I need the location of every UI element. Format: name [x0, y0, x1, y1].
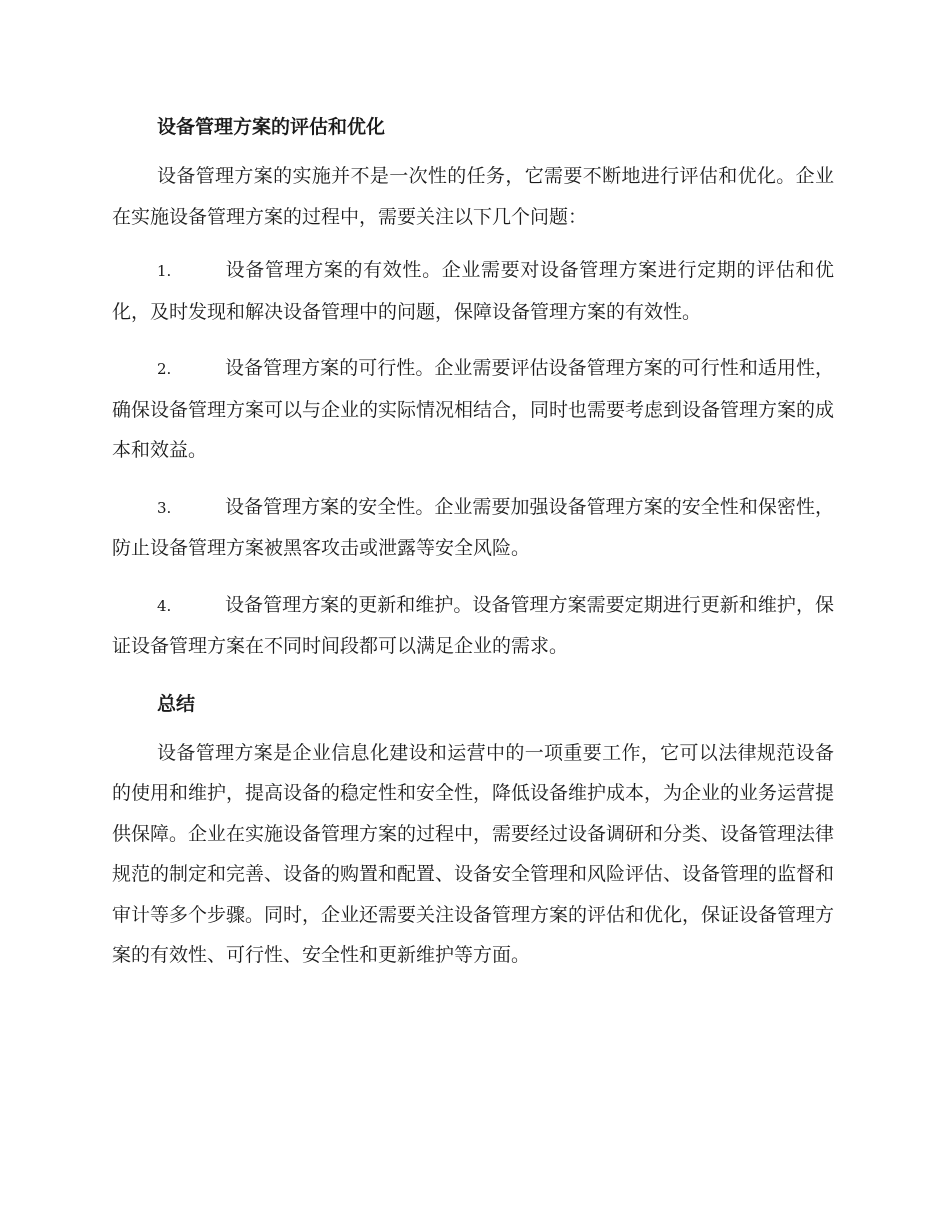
summary-paragraph: 设备管理方案是企业信息化建设和运营中的一项重要工作，它可以法律规范设备的使用和维护，提高设备的稳定性和安全性，降低设备维护成本，为企业的业务运营提供保障。企业在实施设备管理方案的过程中，需要经过设备调研和分类、设备管理法律规范的制定和完善、设备的购置和配置、设备安全管理和风险评估、设备管理的监督和审计等多个步骤。同时，企业还需要关注设备管理方案的评估和优化，保证设备管理方案的有效性、可行性、安全性和更新维护等方面。	[112, 741, 835, 966]
list-item-number: 4.	[157, 596, 172, 615]
list-item	[112, 585, 834, 667]
list-item-number: 2.	[157, 360, 172, 378]
section-heading-summary: 总结	[157, 692, 196, 715]
list-item-number: 3.	[157, 498, 172, 517]
list-item-text: 设备管理方案的更新和维护。设备管理方案需要定期进行更新和维护，保证设备管理方案在不同时间段都可以满足企业的需求。	[112, 593, 834, 657]
list-item-text: 设备管理方案的可行性。企业需要评估设备管理方案的可行性和适用性，确保设备管理方案可以与企业的实际情况相结合，同时也需要考虑到设备管理方案的成本和效益。	[112, 357, 835, 461]
document-content	[112, 108, 834, 989]
list-item-text: 设备管理方案的安全性。企业需要加强设备管理方案的安全性和保密性，防止设备管理方案被黑客攻击或泄露等安全风险。	[112, 495, 834, 559]
list-item	[112, 487, 834, 569]
intro-paragraph: 设备管理方案的实施并不是一次性的任务，它需要不断地进行评估和优化。企业在实施设备管理方案的过程中，需要关注以下几个问题：	[112, 165, 834, 228]
list-item-text: 设备管理方案的有效性。企业需要对设备管理方案进行定期的评估和优化，及时发现和解决设备管理中的问题，保障设备管理方案的有效性。	[112, 259, 834, 323]
list-item	[112, 250, 834, 332]
list-item	[112, 348, 834, 471]
list-item-number: 1.	[157, 262, 172, 280]
section-heading-evaluation: 设备管理方案的评估和优化	[157, 116, 386, 138]
